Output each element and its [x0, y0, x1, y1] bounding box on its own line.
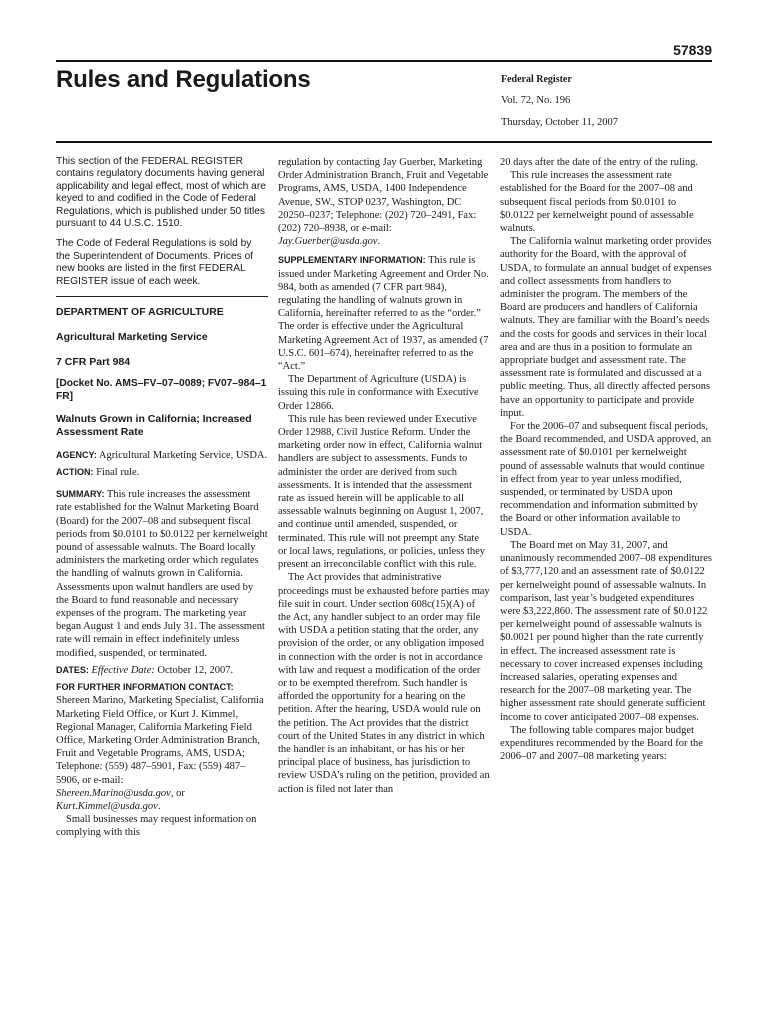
contact-or: , or	[170, 787, 185, 799]
agency-line	[56, 449, 268, 462]
summary-paragraph	[56, 488, 268, 660]
action-text: Final rule.	[93, 467, 140, 479]
header-bottom-rule	[56, 141, 712, 143]
contact-continued-paragraph	[278, 156, 490, 248]
supplementary-text: This rule is issued under Marketing Agreement and Order No. 984, both as amended (7 CFR part 984), regulating the handling of walnuts grown in California, hereinafter referred to as the “order.” The order is effective under the Agricultural Marketing Agreement Act of 1937, as amended (7 U.S.C. 601–674), hereinafter referred to as the “Act.”	[278, 255, 489, 373]
contact-email-marino[interactable]: Shereen.Marino@usda.gov	[56, 787, 171, 799]
column-1	[56, 156, 268, 840]
docket-number: [Docket No. AMS–FV–07–0089; FV07–984–1 FR]	[56, 378, 267, 402]
supplementary-paragraph	[278, 254, 490, 373]
page-title: Rules and Regulations	[56, 66, 311, 93]
supplementary-label: SUPPLEMENTARY INFORMATION:	[278, 255, 426, 266]
col2-paragraph-5: The Act provides that administrative proceedings must be exhausted before parties may file suit in court. Under section 608c(15)(A) of the Act, any handler subject to an order may file with USDA a petition stating that the order, any provision of the order, or any obligation imposed in connection with the order is not in accordance with law and request a modification of the order or to be exempted therefrom. Such handler is afforded the opportunity for a hearing on the petition. After the hearing, USDA would rule on the petition. The Act provides that the district court of the United States in any district in which the handler is an inhabitant, or has his or her principal place of business, has jurisdiction to review USDA’s ruling on the petition, provided an action is filed not later than	[278, 572, 490, 795]
rule-title: Walnuts Grown in California; Increased Assessment Rate	[56, 413, 252, 439]
col2-paragraph-4: This rule has been reviewed under Executive Order 12988, Civil Justice Reform. Under the marketing order now in effect, California walnut handlers are subject to assessments. Funds to administer the order are derived from such assessments. It is intended that the assessment rate as issued herein will be applicable to all assessable walnuts beginning on August 1, 2007, and continue until amended, suspended, or terminated. This rule will not preempt any State or local laws, regulations, or policies, unless they present an irreconcilable conflict with this rule.	[278, 413, 486, 571]
effective-date-label: Effective Date:	[91, 664, 155, 676]
col3-paragraph-2: This rule increases the assessment rate established for the Board for the 2007–08 and subsequent fiscal periods from $0.0101 to $0.0122 per kernelweight pound of assessable walnuts.	[500, 170, 694, 235]
contact-email-guerber[interactable]: Jay.Guerber@usda.gov	[278, 236, 378, 248]
page-number: 57839	[673, 42, 712, 58]
contact-continued-end: .	[377, 236, 381, 248]
intro-paragraph-2: The Code of Federal Regulations is sold by the Superintendent of Documents. Prices of new books are listed in the first FEDERAL REGISTER issue of each week.	[56, 238, 254, 287]
col3-paragraph-4: For the 2006–07 and subsequent fiscal periods, the Board recommended, and USDA approved, an assessment rate of $0.0101 per kernelweight pound of assessable walnuts that would continue in effect from year to year unless modified, suspended, or terminated by USDA upon recommendation and information submitted by the Board or other information available to USDA.	[500, 421, 712, 538]
cfr-part: 7 CFR Part 984	[56, 356, 131, 369]
dates-line	[56, 664, 268, 677]
agency-text: Agricultural Marketing Service, USDA.	[96, 449, 268, 461]
intro-paragraph-1: This section of the FEDERAL REGISTER contains regulatory documents having general applicability and legal effect, most of which are keyed to and codified in the Code of Federal Regulations, which is published under 50 titles pursuant to 44 U.S.C. 1510.	[56, 156, 266, 230]
summary-text: This rule increases the assessment rate established for the Walnut Marketing Board (Board) for the 2007–08 and subsequent fiscal periods from $0.0101 to $0.0122 per kernelweight pound of assessable walnuts. The Board locally administers the marketing order which regulates the handling of walnuts grown in California. Assessments upon walnut handlers are used by the Board to fund reasonable and necessary expenses of the program. The marketing year began August 1 and ends July 31. The assessment rate will remain in effect indefinitely unless modified, suspended, or terminated.	[56, 489, 268, 659]
col3-paragraph-1: 20 days after the date of the entry of the ruling.	[500, 157, 698, 168]
contact-end: .	[157, 800, 161, 812]
issue-date: Thursday, October 11, 2007	[501, 117, 619, 128]
col3-paragraph-3: The California walnut marketing order provides authority for the Board, with the approval of USDA, to formulate an annual budget of expenses and collect assessments from handlers to administer the program. The members of the Board are producers and handlers of California walnuts. They are familiar with the Board’s needs and the costs for goods and services in their local area and are thus in a position to formulate an appropriate budget and assessment rate. The assessment rate is formulated and discussed at a public meeting. Thus, all directly affected persons have an opportunity to participate and provide input.	[500, 236, 712, 419]
summary-label: SUMMARY:	[56, 489, 105, 500]
header-top-rule	[56, 60, 712, 62]
small-business-paragraph: Small businesses may request information on complying with this	[56, 814, 257, 839]
contact-label: FOR FURTHER INFORMATION CONTACT:	[56, 682, 234, 693]
contact-paragraph	[56, 694, 268, 813]
contact-label-line	[56, 681, 268, 694]
agency-heading: Agricultural Marketing Service	[56, 331, 208, 344]
contact-continued-text: regulation by contacting Jay Guerber, Marketing Order Administration Branch, Fruit and Vegetable Programs, AMS, USDA, 1400 Independence Avenue, SW., STOP 0237, Washington, DC 20250–0237; Telephone: (202) 720–2491, Fax: (202) 720–8938, or e-mail:	[278, 157, 489, 235]
contact-email-kimmel[interactable]: Kurt.Kimmel@usda.gov	[56, 800, 158, 812]
action-label: ACTION:	[56, 467, 94, 478]
volume-number: Vol. 72, No. 196	[501, 95, 571, 106]
federal-register-title: Federal Register	[501, 74, 572, 85]
agency-label: AGENCY:	[56, 449, 97, 460]
column-2	[278, 156, 490, 796]
action-line	[56, 466, 268, 479]
col2-paragraph-3: The Department of Agriculture (USDA) is issuing this rule in conformance with Executive Order 12866.	[278, 374, 479, 412]
col3-paragraph-6: The following table compares major budget expenditures recommended by the Board for the 2006–07 and 2007–08 marketing years:	[500, 724, 703, 763]
col3-paragraph-5: The Board met on May 31, 2007, and unanimously recommended 2007–08 expenditures of $3,777,120 and an assessment rate of $0.0122 per kernelweight pound of assessable walnuts. In comparison, last year’s budgeted expenditures were $3,222,860. The assessment rate of $0.0122 per kernelweight pound of assessable walnuts is $0.0021 per pound higher than the rate currently in effect. The increased assessment rate is necessary to cover increased expenses including increased salaries, operating expenses and research for the 2007–08 marketing year. The higher assessment rate should generate sufficient income to cover anticipated 2007–08 expenses.	[500, 539, 712, 723]
dates-text: October 12, 2007.	[154, 664, 234, 676]
department-heading: DEPARTMENT OF AGRICULTURE	[56, 306, 224, 319]
column-3	[500, 156, 712, 763]
intro-divider	[56, 296, 268, 297]
dates-label: DATES:	[56, 664, 89, 675]
contact-text: Shereen Marino, Marketing Specialist, California Marketing Field Office, or Kurt J. Kimmel, Regional Manager, California Marketing Field Office, Marketing Order Administration Branch, Fruit and Vegetable Programs, AMS, USDA; Telephone: (559) 487–5901, Fax: (559) 487–5906, or e-mail:	[56, 695, 264, 786]
section-intro	[56, 156, 268, 288]
